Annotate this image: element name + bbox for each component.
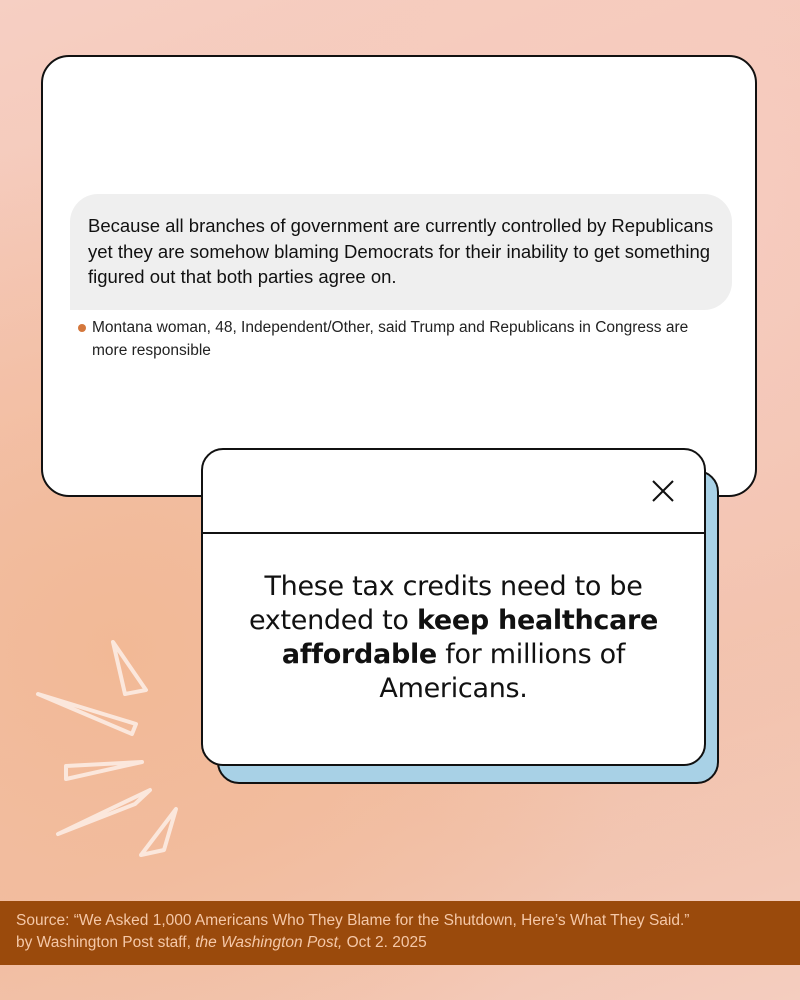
close-icon[interactable] (650, 478, 676, 504)
source-date: Oct 2. 2025 (342, 934, 427, 951)
attribution-text: Montana woman, 48, Independent/Other, said Trump and Republicans in Congress are more responsible (92, 319, 689, 359)
quote-card (41, 55, 757, 497)
popup-text-bold: keep healthcare affordable (281, 605, 659, 670)
popup-text-before: These tax credits need to be extended to (248, 571, 643, 636)
source-line-2 (16, 932, 784, 954)
source-line-1: Source: “We Asked 1,000 Americans Who They Blame for the Shutdown, Here’s What They Said.” (16, 912, 690, 929)
source-author: by Washington Post staff, (16, 934, 196, 951)
burst-decoration-icon (28, 632, 198, 872)
source-publication: the Washington Post, (195, 934, 343, 951)
popup-message (203, 534, 704, 706)
bullet-dot-icon (78, 324, 86, 332)
popup-header (203, 450, 704, 534)
source-citation (0, 901, 800, 965)
popup-text-after: for millions of Americans. (379, 639, 626, 704)
quote-bubble: Because all branches of government are currently controlled by Republicans yet they are somehow blaming Democrats for their inability to get something figured out that both parties agree on. (70, 194, 732, 310)
popup-window (201, 448, 706, 766)
quote-attribution (76, 316, 692, 362)
